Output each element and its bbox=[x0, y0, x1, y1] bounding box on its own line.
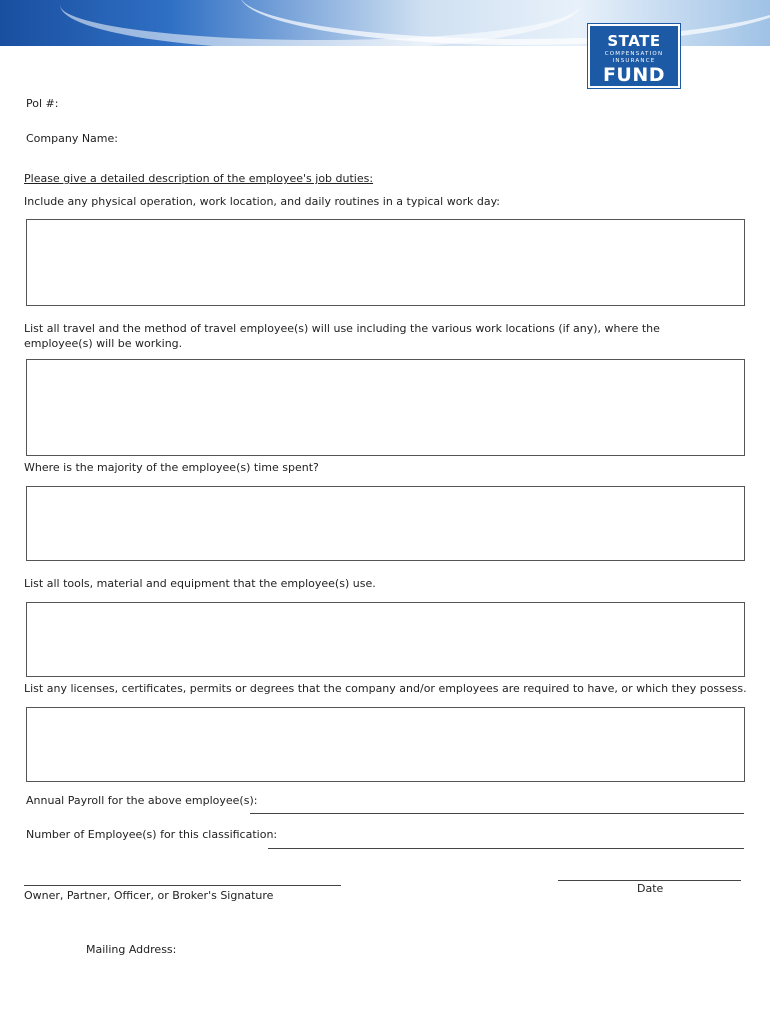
question-job-duties: Include any physical operation, work location, and daily routines in a typical work day: bbox=[24, 195, 500, 208]
logo-line1: COMPENSATION bbox=[604, 51, 664, 57]
annual-payroll-label: Annual Payroll for the above employee(s): bbox=[26, 794, 258, 807]
logo-fund-text: FUND bbox=[602, 64, 666, 86]
mailing-address-label: Mailing Address: bbox=[86, 943, 177, 956]
question-licenses: List any licenses, certificates, permits or degrees that the company and/or employees are required to have, or which they possess. bbox=[24, 682, 747, 695]
logo-line2: INSURANCE bbox=[612, 58, 656, 64]
annual-payroll-field[interactable] bbox=[250, 813, 744, 814]
time-spent-textbox[interactable] bbox=[26, 486, 745, 561]
question-travel: List all travel and the method of travel employee(s) will use including the various work locations (if any), where the employee(s) will be working. bbox=[24, 322, 660, 350]
travel-textbox[interactable] bbox=[26, 359, 745, 456]
signature-field[interactable] bbox=[24, 885, 341, 886]
licenses-textbox[interactable] bbox=[26, 707, 745, 782]
question-tools: List all tools, material and equipment that the employee(s) use. bbox=[24, 577, 376, 590]
employee-count-label: Number of Employee(s) for this classification: bbox=[26, 828, 278, 841]
signature-label: Owner, Partner, Officer, or Broker's Signature bbox=[24, 889, 274, 902]
logo-subtitle bbox=[590, 51, 678, 65]
section-heading: Please give a detailed description of the employee's job duties: bbox=[24, 172, 374, 185]
state-fund-logo bbox=[588, 24, 680, 88]
employee-count-field[interactable] bbox=[268, 848, 744, 849]
job-duties-textbox[interactable] bbox=[26, 219, 745, 306]
tools-textbox[interactable] bbox=[26, 602, 745, 677]
question-time-spent: Where is the majority of the employee(s) time spent? bbox=[24, 461, 319, 474]
date-label: Date bbox=[637, 882, 664, 895]
company-name-label: Company Name: bbox=[26, 132, 118, 145]
logo-state-text: STATE bbox=[607, 32, 661, 50]
pol-number-label: Pol #: bbox=[26, 97, 59, 110]
